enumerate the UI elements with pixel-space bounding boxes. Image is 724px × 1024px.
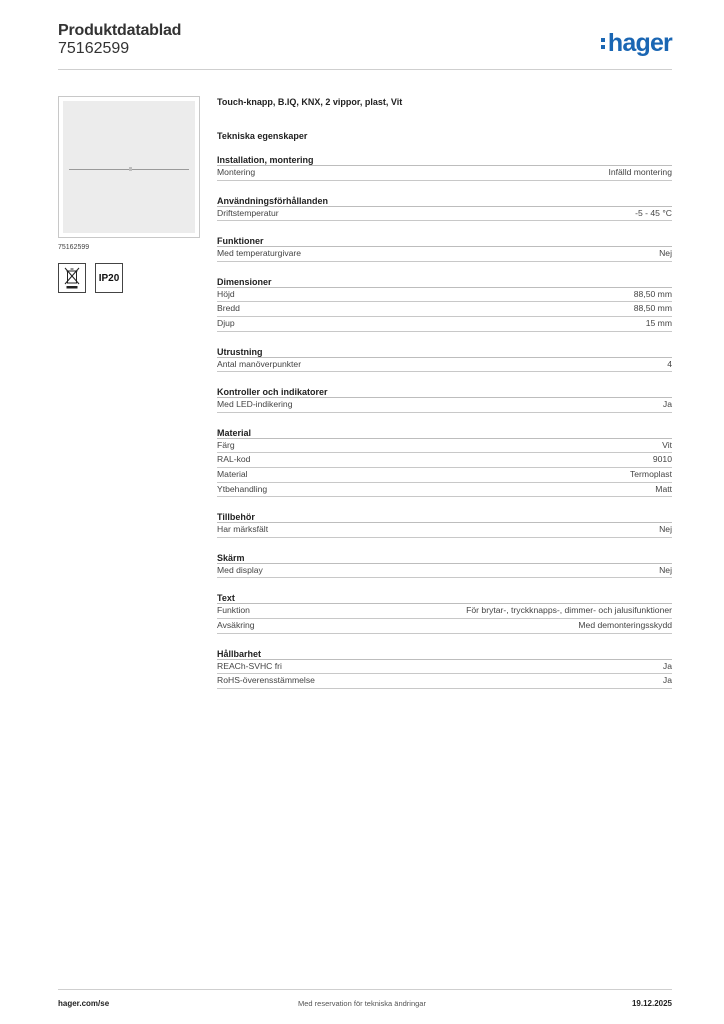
spec-group-title: Installation, montering xyxy=(217,154,672,166)
spec-content xyxy=(217,96,672,689)
spec-value: 88,50 mm xyxy=(633,288,672,299)
spec-value: Ja xyxy=(662,660,672,671)
logo-dots-icon xyxy=(601,37,606,51)
spec-group-title: Hållbarhet xyxy=(217,648,672,660)
spec-label: Funktion xyxy=(217,605,250,616)
spec-group-title: Dimensioner xyxy=(217,276,672,288)
spec-row xyxy=(217,483,672,498)
spec-group-title: Kontroller och indikatorer xyxy=(217,386,672,398)
spec-group xyxy=(217,427,672,497)
spec-group-title: Användningsförhållanden xyxy=(217,195,672,207)
spec-groups xyxy=(217,154,672,689)
spec-row xyxy=(217,358,672,373)
spec-group-title: Material xyxy=(217,427,672,439)
spec-value: Med demonteringsskydd xyxy=(578,619,672,630)
spec-group xyxy=(217,346,672,373)
spec-value: För brytar-, tryckknapps-, dimmer- och jalusifunktioner xyxy=(466,605,672,616)
spec-group xyxy=(217,386,672,413)
spec-row xyxy=(217,288,672,303)
spec-label: Med display xyxy=(217,564,263,575)
spec-value: Termoplast xyxy=(629,468,672,479)
spec-value: Nej xyxy=(659,564,672,575)
spec-value: -5 - 45 °C xyxy=(635,207,672,218)
page-header xyxy=(58,20,672,70)
spec-value: Infälld montering xyxy=(608,167,672,177)
spec-value: Nej xyxy=(659,524,672,535)
spec-row xyxy=(217,247,672,262)
spec-row xyxy=(217,674,672,689)
spec-row xyxy=(217,619,672,634)
footer-date: 19.12.2025 xyxy=(631,999,672,1008)
image-caption: 75162599 xyxy=(58,244,90,251)
spec-label: Med LED-indikering xyxy=(217,399,293,410)
spec-label: Avsäkring xyxy=(217,619,255,630)
hager-logo xyxy=(601,29,672,58)
spec-label: Med temperaturgivare xyxy=(217,248,302,259)
spec-group xyxy=(217,511,672,538)
spec-group xyxy=(217,276,672,332)
spec-row xyxy=(217,453,672,468)
ip-rating-icon xyxy=(95,263,123,293)
page-footer xyxy=(58,989,672,1011)
weee-crossed-bin-icon xyxy=(58,263,86,293)
spec-value: Ja xyxy=(662,675,672,686)
spec-group xyxy=(217,552,672,579)
ip-rating-label: IP20 xyxy=(98,272,120,284)
spec-section-title: Tekniska egenskaper xyxy=(217,131,308,141)
spec-value: Matt xyxy=(655,483,672,494)
spec-row xyxy=(217,604,672,619)
spec-value: 4 xyxy=(667,358,672,369)
spec-value: 15 mm xyxy=(645,317,672,328)
spec-label: RAL-kod xyxy=(217,454,251,465)
spec-label: Montering xyxy=(217,167,256,177)
product-title: Touch-knapp, B.IQ, KNX, 2 vippor, plast, Vit xyxy=(217,97,403,107)
spec-group-title: Tillbehör xyxy=(217,511,672,523)
spec-row xyxy=(217,302,672,317)
spec-label: Bredd xyxy=(217,303,240,314)
spec-group xyxy=(217,648,672,689)
logo-text: hager xyxy=(607,29,672,57)
spec-row xyxy=(217,207,672,222)
spec-row xyxy=(217,523,672,538)
spec-label: Antal manöverpunkter xyxy=(217,358,302,369)
spec-row xyxy=(217,398,672,413)
spec-row xyxy=(217,166,672,181)
spec-group xyxy=(217,195,672,222)
spec-value: 9010 xyxy=(652,454,672,465)
spec-group-title: Text xyxy=(217,592,672,604)
spec-value: Ja xyxy=(662,399,672,410)
spec-value: 88,50 mm xyxy=(633,303,672,314)
spec-label: Driftstemperatur xyxy=(217,207,279,218)
spec-label: Har märksfält xyxy=(217,524,269,535)
product-image xyxy=(58,96,200,238)
spec-label: Material xyxy=(217,468,248,479)
spec-group-title: Funktioner xyxy=(217,235,672,247)
footer-website: hager.com/se xyxy=(58,999,110,1008)
spec-group xyxy=(217,154,672,181)
spec-label: RoHS-överensstämmelse xyxy=(217,675,315,686)
spec-group xyxy=(217,235,672,262)
spec-row xyxy=(217,660,672,675)
spec-label: REACh-SVHC fri xyxy=(217,660,282,671)
spec-row xyxy=(217,439,672,454)
product-image-render xyxy=(63,101,195,233)
spec-value: Nej xyxy=(659,248,672,259)
spec-group-title: Utrustning xyxy=(217,346,672,358)
spec-row xyxy=(217,317,672,332)
spec-label: Ytbehandling xyxy=(217,483,268,494)
document-title: Produktdatablad xyxy=(58,22,182,39)
spec-group xyxy=(217,592,672,633)
product-number: 75162599 xyxy=(58,40,130,57)
spec-group-title: Skärm xyxy=(217,552,672,564)
spec-label: Djup xyxy=(217,317,235,328)
spec-value: Vit xyxy=(662,439,672,450)
footer-notice: Med reservation för tekniska ändringar xyxy=(298,999,426,1008)
spec-label: Färg xyxy=(217,439,235,450)
spec-row xyxy=(217,468,672,483)
spec-label: Höjd xyxy=(217,288,235,299)
spec-row xyxy=(217,564,672,579)
